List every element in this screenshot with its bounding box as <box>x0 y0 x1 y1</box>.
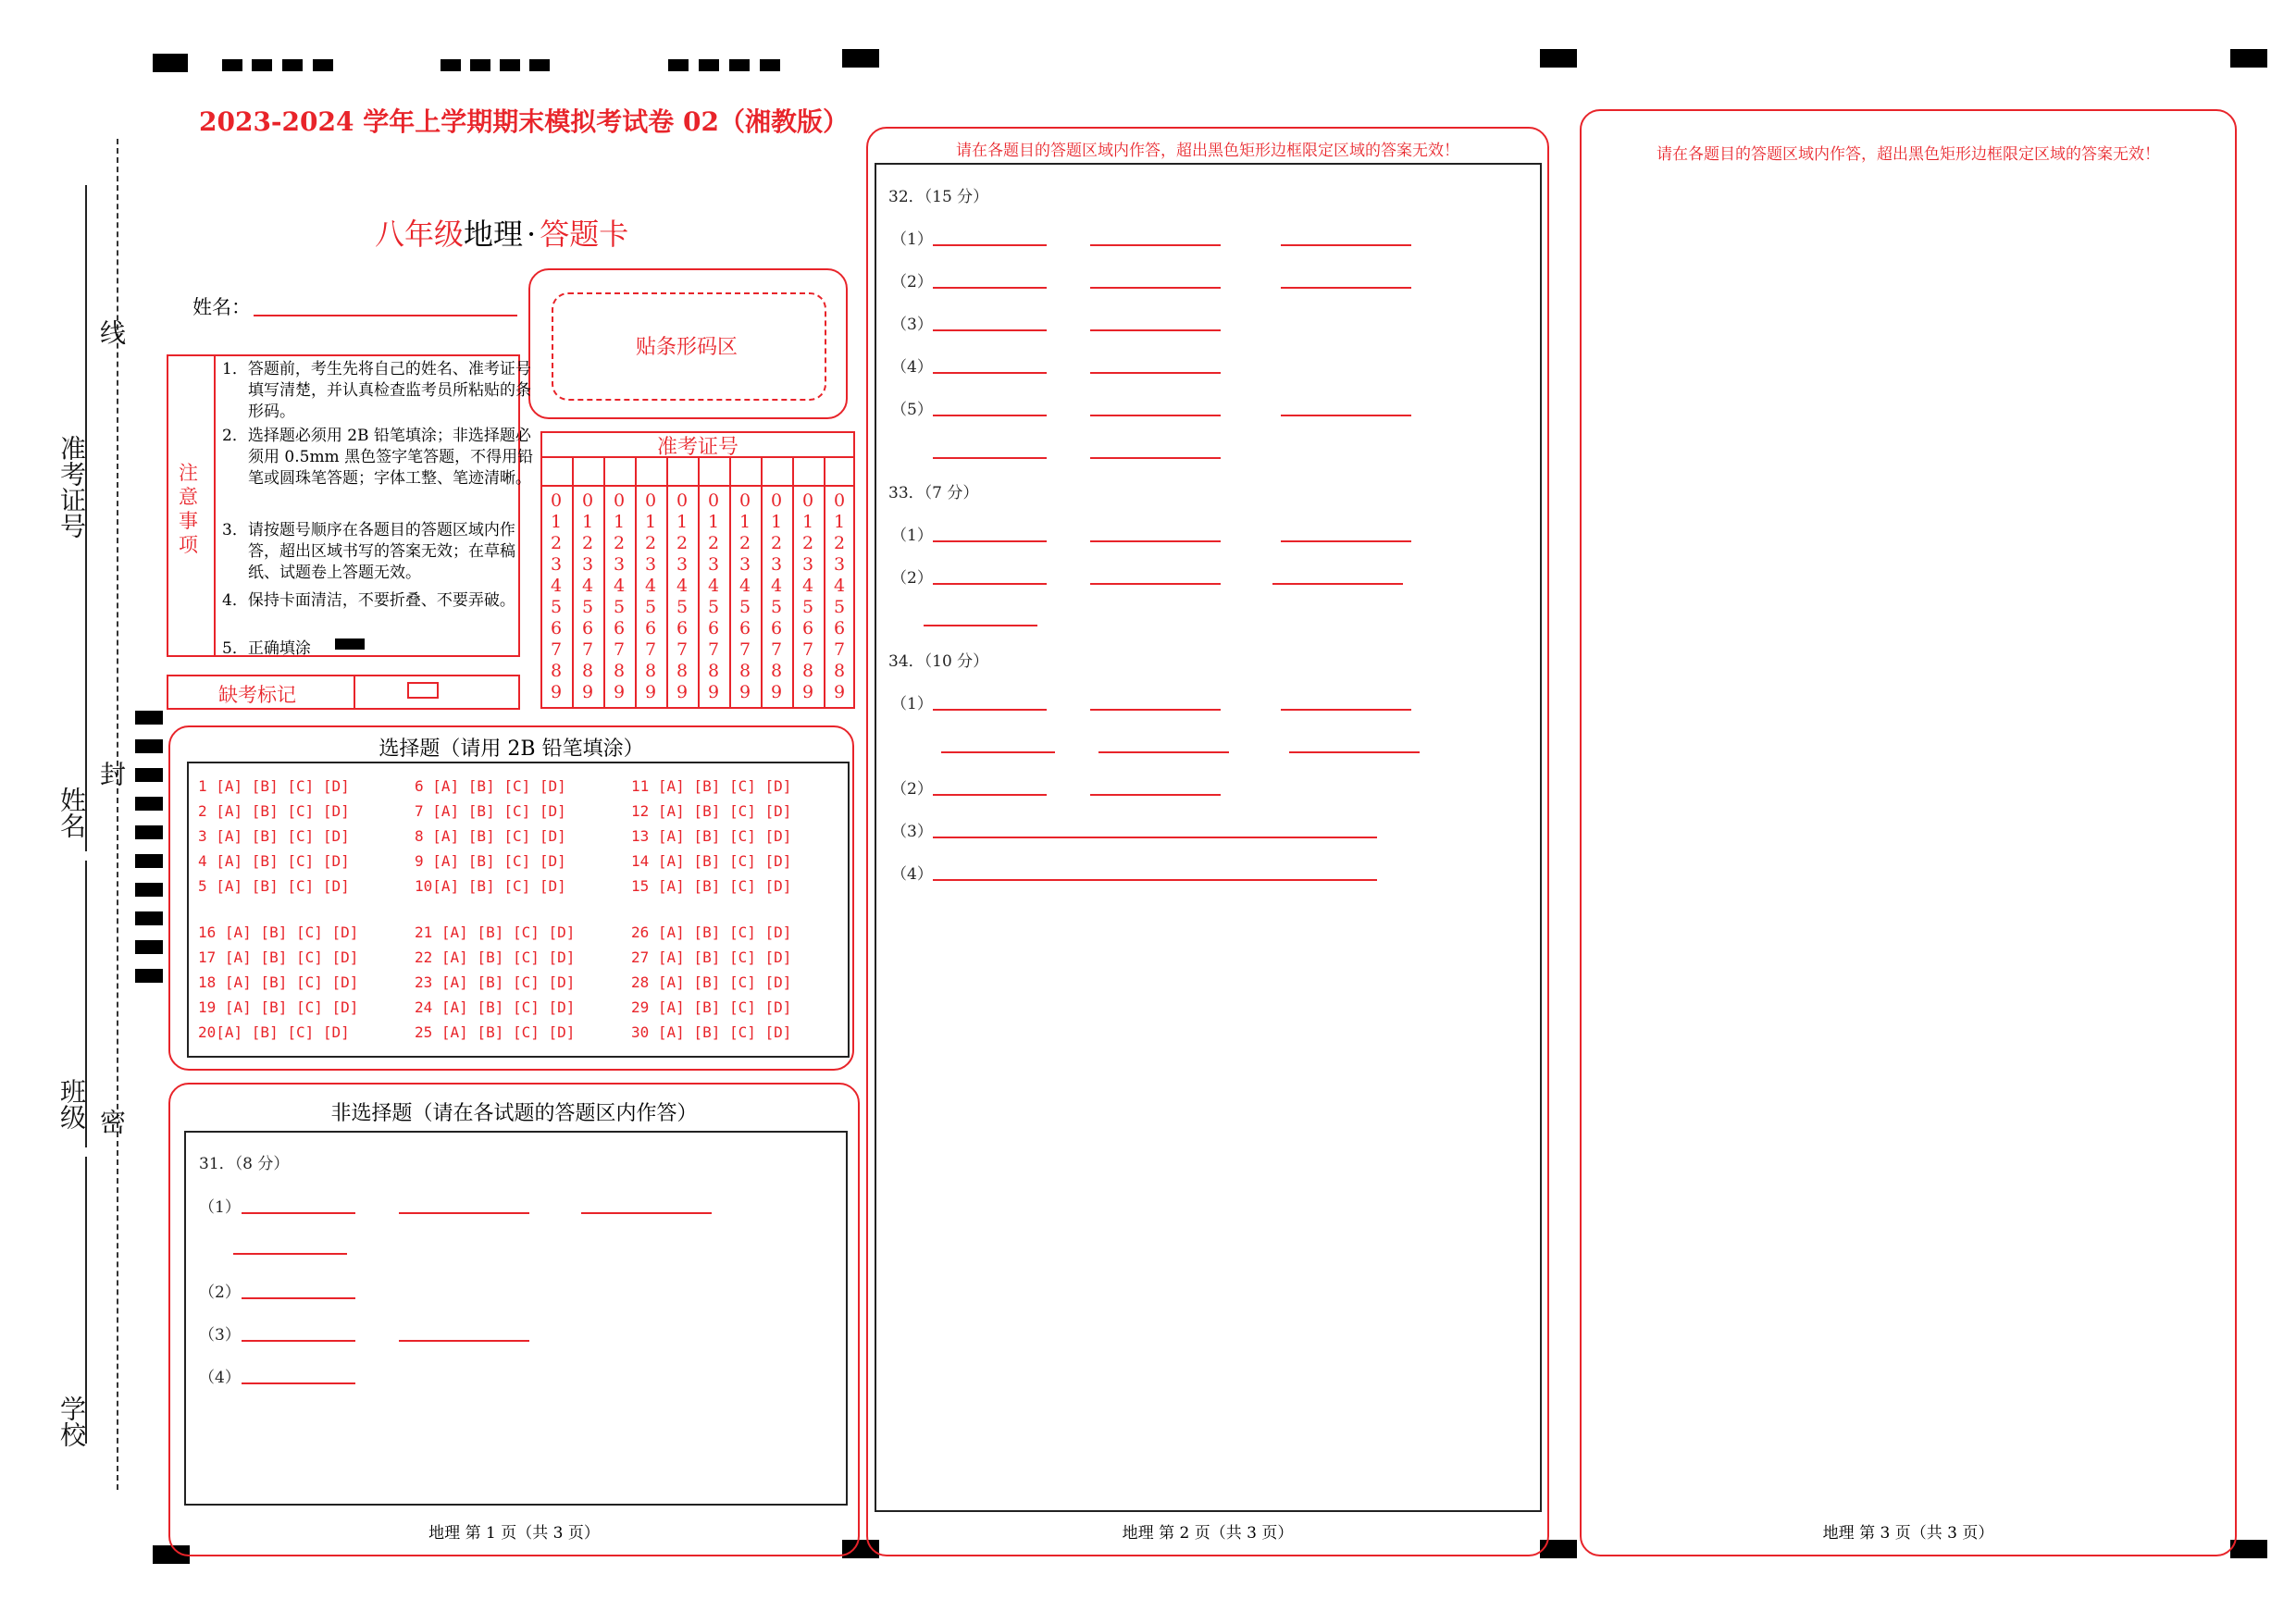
side-mark <box>135 797 163 811</box>
notice-item-4: 4．保持卡面清洁，不要折叠、不要弄破。 <box>222 591 515 610</box>
zkzh-digit[interactable]: 9 <box>738 682 751 702</box>
mcq-question-row[interactable]: 7 [A] [B] [C] [D] <box>415 802 566 820</box>
zkzh-digit-column[interactable] <box>572 490 603 703</box>
zkzh-digit[interactable]: 4 <box>801 576 814 596</box>
zkzh-digit[interactable]: 2 <box>833 533 846 553</box>
q34-2-blank-b[interactable] <box>1090 794 1221 796</box>
q32-2-blank-c[interactable] <box>1281 287 1411 289</box>
zkzh-digit[interactable]: 7 <box>833 639 846 660</box>
mcq-question-row[interactable]: 11 [A] [B] [C] [D] <box>631 777 792 795</box>
q34-sub4: （4） <box>891 865 933 884</box>
mcq-question-row[interactable]: 8 [A] [B] [C] [D] <box>415 827 566 845</box>
zkzh-digit[interactable]: 8 <box>833 661 846 681</box>
zkzh-digit[interactable]: 8 <box>550 661 563 681</box>
zkzh-digit[interactable]: 9 <box>613 682 626 702</box>
zkzh-digit[interactable]: 7 <box>613 639 626 660</box>
zkzh-digit[interactable]: 5 <box>613 597 626 617</box>
q32-sub4: （4） <box>891 358 933 377</box>
zkzh-digit[interactable]: 9 <box>644 682 657 702</box>
q32-2-blank-a[interactable] <box>933 287 1047 289</box>
registration-mark <box>760 59 780 71</box>
card-title-answer-sheet: 答题卡 <box>540 217 629 252</box>
card-title-dot: · <box>527 217 537 252</box>
registration-mark <box>500 59 520 71</box>
zkzh-digit-column[interactable] <box>698 490 729 703</box>
q32-sub1: （1） <box>891 230 933 249</box>
mcq-question-row[interactable]: 30 [A] [B] [C] [D] <box>631 1023 792 1041</box>
mcq-question-row[interactable]: 10[A] [B] [C] [D] <box>415 877 566 895</box>
zkzh-digit-column[interactable] <box>792 490 824 703</box>
binding-name-label: 姓名 <box>56 787 87 838</box>
q31-sub1: （1） <box>199 1198 241 1217</box>
zkzh-digit[interactable]: 1 <box>676 512 689 532</box>
registration-mark <box>313 59 333 71</box>
zkzh-digit[interactable]: 8 <box>738 661 751 681</box>
zkzh-digit[interactable]: 8 <box>613 661 626 681</box>
q31-1-blank-b[interactable] <box>399 1212 529 1214</box>
zkzh-digit[interactable]: 5 <box>770 597 783 617</box>
q31-1-blank-d[interactable] <box>233 1253 347 1255</box>
absent-checkbox[interactable] <box>407 682 439 699</box>
q32-4-blank-a[interactable] <box>933 372 1047 374</box>
zkzh-digit-column[interactable] <box>635 490 666 703</box>
zkzh-digit[interactable]: 1 <box>581 512 594 532</box>
zkzh-digit[interactable]: 2 <box>613 533 626 553</box>
q34-3-blank[interactable] <box>933 837 1377 838</box>
zkzh-digit[interactable]: 4 <box>581 576 594 596</box>
side-mark <box>135 768 163 782</box>
registration-mark <box>282 59 303 71</box>
q32-5-blank-c[interactable] <box>1281 415 1411 416</box>
q32-2-blank-b[interactable] <box>1090 287 1221 289</box>
zkzh-digit[interactable]: 1 <box>550 512 563 532</box>
mcq-question-row[interactable]: 9 [A] [B] [C] [D] <box>415 852 566 870</box>
zkzh-digit[interactable]: 3 <box>801 554 814 575</box>
notice-item-2: 2．选择题必须用 2B 铅笔填涂；非选择题必须用 0.5mm 黑色签字笔答题，不得用铅笔或圆珠笔答题；字体工整、笔迹清晰。 <box>222 427 534 488</box>
exam-title: 2023-2024 学年上学期期末模拟考试卷 02（湘教版） <box>199 106 849 137</box>
mcq-question-row[interactable]: 5 [A] [B] [C] [D] <box>198 877 350 895</box>
registration-mark <box>842 49 879 68</box>
binding-label-mi: 密 <box>96 1109 127 1134</box>
q33-2-blank-d[interactable] <box>924 625 1037 626</box>
binding-exam-no-line[interactable] <box>85 185 87 546</box>
zkzh-digit[interactable]: 3 <box>581 554 594 575</box>
zkzh-digit[interactable]: 5 <box>707 597 720 617</box>
zkzh-digit[interactable]: 9 <box>707 682 720 702</box>
q34-sub1: （1） <box>891 695 933 713</box>
q31-1-blank-c[interactable] <box>581 1212 712 1214</box>
side-mark <box>135 825 163 839</box>
zkzh-digit[interactable]: 0 <box>738 490 751 511</box>
zkzh-digit-column[interactable] <box>603 490 635 703</box>
mcq-question-row[interactable]: 23 [A] [B] [C] [D] <box>415 973 576 991</box>
zkzh-digit[interactable]: 2 <box>581 533 594 553</box>
zkzh-digit[interactable]: 2 <box>644 533 657 553</box>
zkzh-digit[interactable]: 0 <box>833 490 846 511</box>
barcode-label: 贴条形码区 <box>636 336 738 359</box>
zkzh-digit[interactable]: 3 <box>676 554 689 575</box>
mcq-question-row[interactable]: 26 [A] [B] [C] [D] <box>631 924 792 941</box>
mcq-question-row[interactable]: 25 [A] [B] [C] [D] <box>415 1023 576 1041</box>
zkzh-digit-column[interactable] <box>666 490 698 703</box>
q31-sub3: （3） <box>199 1326 241 1345</box>
q33-1-blank-c[interactable] <box>1281 540 1411 542</box>
side-mark <box>135 739 163 753</box>
q32-1-blank-b[interactable] <box>1090 244 1221 246</box>
q34-1-blank-f[interactable] <box>1289 751 1420 753</box>
q31-3-blank-a[interactable] <box>242 1340 355 1342</box>
mcq-question-row[interactable]: 19 [A] [B] [C] [D] <box>198 998 359 1016</box>
mcq-question-row[interactable]: 28 [A] [B] [C] [D] <box>631 973 792 991</box>
zkzh-digit[interactable]: 7 <box>676 639 689 660</box>
zkzh-digit[interactable]: 0 <box>707 490 720 511</box>
q33-sub2: （2） <box>891 569 933 588</box>
mcq-question-row[interactable]: 16 [A] [B] [C] [D] <box>198 924 359 941</box>
zkzh-digit[interactable]: 8 <box>770 661 783 681</box>
binding-label-line: 线 <box>96 319 127 345</box>
zkzh-digit[interactable]: 8 <box>581 661 594 681</box>
q32-5-blank-a[interactable] <box>933 415 1047 416</box>
q31-sub4: （4） <box>199 1369 241 1387</box>
q34-sub3: （3） <box>891 823 933 841</box>
zkzh-digit[interactable]: 9 <box>833 682 846 702</box>
notice-item-5: 5．正确填涂 <box>222 639 311 658</box>
zkzh-digit[interactable]: 2 <box>550 533 563 553</box>
side-mark <box>135 940 163 954</box>
q32-5-blank-b[interactable] <box>1090 415 1221 416</box>
zkzh-digit[interactable]: 6 <box>676 618 689 638</box>
zkzh-digit[interactable]: 5 <box>676 597 689 617</box>
zkzh-digit[interactable]: 7 <box>581 639 594 660</box>
mcq-question-row[interactable]: 3 [A] [B] [C] [D] <box>198 827 350 845</box>
zkzh-digit[interactable]: 3 <box>613 554 626 575</box>
zkzh-digit[interactable]: 7 <box>801 639 814 660</box>
q32-1-blank-c[interactable] <box>1281 244 1411 246</box>
zkzh-digit[interactable]: 6 <box>707 618 720 638</box>
notice-divider <box>214 354 216 657</box>
mcq-question-row[interactable]: 24 [A] [B] [C] [D] <box>415 998 576 1016</box>
zkzh-digit[interactable]: 6 <box>770 618 783 638</box>
zkzh-digit-column[interactable] <box>729 490 761 703</box>
mcq-question-row[interactable]: 14 [A] [B] [C] [D] <box>631 852 792 870</box>
q31-4-blank-a[interactable] <box>242 1382 355 1384</box>
zkzh-digit[interactable]: 6 <box>550 618 563 638</box>
zkzh-digit[interactable]: 8 <box>801 661 814 681</box>
mcq-question-row[interactable]: 1 [A] [B] [C] [D] <box>198 777 350 795</box>
zkzh-digit[interactable]: 5 <box>644 597 657 617</box>
q33-label: 33．（7 分） <box>888 484 979 502</box>
mcq-question-row[interactable]: 29 [A] [B] [C] [D] <box>631 998 792 1016</box>
notice-title: 注意事项 <box>179 462 198 556</box>
zkzh-digit-column[interactable] <box>761 490 792 703</box>
q32-1-blank-a[interactable] <box>933 244 1047 246</box>
zkzh-digit[interactable]: 5 <box>738 597 751 617</box>
zkzh-digit[interactable]: 0 <box>676 490 689 511</box>
zkzh-digit[interactable]: 3 <box>707 554 720 575</box>
zkzh-digit[interactable]: 3 <box>550 554 563 575</box>
card-title-subject: 地理 <box>464 217 524 252</box>
zkzh-digit[interactable]: 2 <box>707 533 720 553</box>
zkzh-digit[interactable]: 3 <box>644 554 657 575</box>
registration-mark <box>529 59 550 71</box>
q32-sub2: （2） <box>891 273 933 291</box>
zkzh-digit[interactable]: 6 <box>738 618 751 638</box>
q31-sub2: （2） <box>199 1283 241 1302</box>
q32-sub5: （5） <box>891 401 933 419</box>
zkzh-digit[interactable]: 9 <box>581 682 594 702</box>
side-mark <box>135 911 163 925</box>
zkzh-digit[interactable]: 7 <box>550 639 563 660</box>
zkzh-digit[interactable]: 5 <box>550 597 563 617</box>
mcq-question-row[interactable]: 13 [A] [B] [C] [D] <box>631 827 792 845</box>
q34-1-blank-a[interactable] <box>933 709 1047 711</box>
card-title-grade: 八年级 <box>375 217 465 252</box>
zkzh-digit[interactable]: 0 <box>644 490 657 511</box>
zkzh-digit-column[interactable] <box>824 490 855 703</box>
q34-4-blank[interactable] <box>933 879 1377 881</box>
binding-class-line[interactable] <box>85 861 87 1147</box>
mcq-question-row[interactable]: 15 [A] [B] [C] [D] <box>631 877 792 895</box>
zkzh-digit[interactable]: 7 <box>644 639 657 660</box>
q33-sub1: （1） <box>891 527 933 545</box>
binding-class-label: 班级 <box>56 1078 87 1130</box>
zkzh-digit[interactable]: 8 <box>707 661 720 681</box>
mcq-question-row[interactable]: 27 [A] [B] [C] [D] <box>631 948 792 966</box>
binding-school-label: 学校 <box>56 1395 87 1447</box>
nonmcq-answer-box-1 <box>184 1131 848 1506</box>
zkzh-digit[interactable]: 4 <box>738 576 751 596</box>
mcq-question-row[interactable]: 6 [A] [B] [C] [D] <box>415 777 566 795</box>
registration-mark <box>441 59 461 71</box>
mcq-title: 选择题（请用 2B 铅笔填涂） <box>379 738 644 761</box>
footer-page-2: 地理 第 2 页（共 3 页） <box>1122 1524 1294 1543</box>
registration-mark <box>1540 49 1577 68</box>
absent-divider <box>354 675 355 710</box>
zkzh-digit[interactable]: 3 <box>833 554 846 575</box>
registration-mark <box>222 59 242 71</box>
page3-frame <box>1580 109 2237 1556</box>
q34-2-blank-a[interactable] <box>933 794 1047 796</box>
zkzh-digit[interactable]: 5 <box>833 597 846 617</box>
zkzh-digit[interactable]: 4 <box>644 576 657 596</box>
zkzh-digit[interactable]: 3 <box>770 554 783 575</box>
zkzh-digit[interactable]: 5 <box>801 597 814 617</box>
mcq-question-row[interactable]: 22 [A] [B] [C] [D] <box>415 948 576 966</box>
zkzh-digit[interactable]: 9 <box>676 682 689 702</box>
side-mark <box>135 854 163 868</box>
q34-1-blank-b[interactable] <box>1090 709 1221 711</box>
zkzh-digit[interactable]: 7 <box>707 639 720 660</box>
page2-warning: 请在各题目的答题区域内作答，超出黑色矩形边框限定区域的答案无效！ <box>956 142 1459 160</box>
q32-3-blank-b[interactable] <box>1090 329 1221 331</box>
zkzh-digit[interactable]: 9 <box>801 682 814 702</box>
q34-label: 34．（10 分） <box>888 652 989 671</box>
zkzh-digit[interactable]: 7 <box>770 639 783 660</box>
q31-1-blank-a[interactable] <box>242 1212 355 1214</box>
zkzh-digit[interactable]: 5 <box>581 597 594 617</box>
q32-5-blank-e[interactable] <box>1090 457 1221 459</box>
zkzh-digit[interactable]: 9 <box>770 682 783 702</box>
q32-5-blank-d[interactable] <box>933 457 1047 459</box>
zkzh-digit[interactable]: 1 <box>833 512 846 532</box>
zkzh-digit[interactable]: 3 <box>738 554 751 575</box>
q32-3-blank-a[interactable] <box>933 329 1047 331</box>
zkzh-digit[interactable]: 1 <box>707 512 720 532</box>
zkzh-digit[interactable]: 7 <box>738 639 751 660</box>
q31-2-blank-a[interactable] <box>242 1297 355 1299</box>
zkzh-digit[interactable]: 6 <box>613 618 626 638</box>
zkzh-digit[interactable]: 0 <box>581 490 594 511</box>
zkzh-digit[interactable]: 4 <box>550 576 563 596</box>
zkzh-digit[interactable]: 2 <box>676 533 689 553</box>
q32-sub3: （3） <box>891 316 933 334</box>
zkzh-digit[interactable]: 1 <box>613 512 626 532</box>
side-mark <box>135 883 163 897</box>
q32-label: 32．（15 分） <box>888 188 989 206</box>
zkzh-digit[interactable]: 6 <box>581 618 594 638</box>
footer-page-1: 地理 第 1 页（共 3 页） <box>428 1524 600 1543</box>
zkzh-digit[interactable]: 0 <box>613 490 626 511</box>
zkzh-digit[interactable]: 4 <box>833 576 846 596</box>
registration-mark <box>699 59 719 71</box>
registration-mark <box>252 59 272 71</box>
mcq-question-row[interactable]: 20[A] [B] [C] [D] <box>198 1023 350 1041</box>
zkzh-digit[interactable]: 6 <box>644 618 657 638</box>
filled-bubble-example <box>335 638 365 650</box>
q33-2-blank-b[interactable] <box>1090 583 1221 585</box>
q34-sub2: （2） <box>891 780 933 799</box>
mcq-question-row[interactable]: 18 [A] [B] [C] [D] <box>198 973 359 991</box>
mcq-question-row[interactable]: 21 [A] [B] [C] [D] <box>415 924 576 941</box>
q33-2-blank-a[interactable] <box>933 583 1047 585</box>
registration-mark <box>470 59 490 71</box>
binding-name-line[interactable] <box>85 546 87 851</box>
zkzh-digit[interactable]: 1 <box>770 512 783 532</box>
zkzh-digit[interactable]: 2 <box>770 533 783 553</box>
name-label: 姓名： <box>192 296 251 318</box>
zkzh-title: 准考证号 <box>656 436 738 459</box>
zkzh-digit[interactable]: 0 <box>801 490 814 511</box>
page3-warning: 请在各题目的答题区域内作答，超出黑色矩形边框限定区域的答案无效！ <box>1657 145 2160 164</box>
zkzh-digit-column[interactable] <box>540 490 572 703</box>
zkzh-digit[interactable]: 1 <box>644 512 657 532</box>
binding-label-feng: 封 <box>96 761 127 787</box>
zkzh-digit[interactable]: 1 <box>738 512 751 532</box>
side-mark <box>135 969 163 983</box>
zkzh-digit[interactable]: 8 <box>676 661 689 681</box>
q31-label: 31．（8 分） <box>199 1155 290 1173</box>
zkzh-digit[interactable]: 2 <box>801 533 814 553</box>
name-field[interactable] <box>254 315 517 316</box>
zkzh-digit[interactable]: 4 <box>676 576 689 596</box>
q34-1-blank-e[interactable] <box>1098 751 1229 753</box>
binding-school-line[interactable] <box>85 1157 87 1444</box>
q33-2-blank-c[interactable] <box>1272 583 1403 585</box>
nonmcq-title: 非选择题（请在各试题的答题区内作答） <box>330 1102 698 1125</box>
q33-1-blank-b[interactable] <box>1090 540 1221 542</box>
zkzh-digit[interactable]: 4 <box>707 576 720 596</box>
q34-1-blank-d[interactable] <box>941 751 1055 753</box>
zkzh-digit[interactable]: 6 <box>833 618 846 638</box>
zkzh-digit[interactable]: 6 <box>801 618 814 638</box>
mcq-question-row[interactable]: 2 [A] [B] [C] [D] <box>198 802 350 820</box>
mcq-question-row[interactable]: 12 [A] [B] [C] [D] <box>631 802 792 820</box>
side-mark <box>135 711 163 725</box>
zkzh-digit[interactable]: 4 <box>770 576 783 596</box>
registration-mark <box>729 59 750 71</box>
binding-exam-no-label: 准考证号 <box>56 435 87 539</box>
q33-1-blank-a[interactable] <box>933 540 1047 542</box>
registration-mark <box>153 54 188 72</box>
footer-page-3: 地理 第 3 页（共 3 页） <box>1822 1524 1994 1543</box>
card-title <box>375 211 628 254</box>
registration-mark <box>2230 49 2267 68</box>
q34-1-blank-c[interactable] <box>1281 709 1411 711</box>
zkzh-digit[interactable]: 0 <box>550 490 563 511</box>
zkzh-digit[interactable]: 2 <box>738 533 751 553</box>
zkzh-digit[interactable]: 8 <box>644 661 657 681</box>
notice-item-3: 3．请按题号顺序在各题目的答题区域内作答，超出区域书写的答案无效；在草稿纸、试题卷上答题无效。 <box>222 521 515 582</box>
q32-4-blank-b[interactable] <box>1090 372 1221 374</box>
q31-3-blank-b[interactable] <box>399 1340 529 1342</box>
zkzh-digit[interactable]: 4 <box>613 576 626 596</box>
zkzh-digit[interactable]: 0 <box>770 490 783 511</box>
mcq-question-row[interactable]: 17 [A] [B] [C] [D] <box>198 948 359 966</box>
mcq-question-row[interactable]: 4 [A] [B] [C] [D] <box>198 852 350 870</box>
absent-label: 缺考标记 <box>218 684 296 706</box>
zkzh-digit[interactable]: 1 <box>801 512 814 532</box>
zkzh-digit[interactable]: 9 <box>550 682 563 702</box>
registration-mark <box>668 59 689 71</box>
registration-mark <box>2230 1540 2267 1558</box>
notice-item-1: 1．答题前，考生先将自己的姓名、准考证号填写清楚，并认真检查监考员所粘贴的条形码。 <box>222 360 531 421</box>
